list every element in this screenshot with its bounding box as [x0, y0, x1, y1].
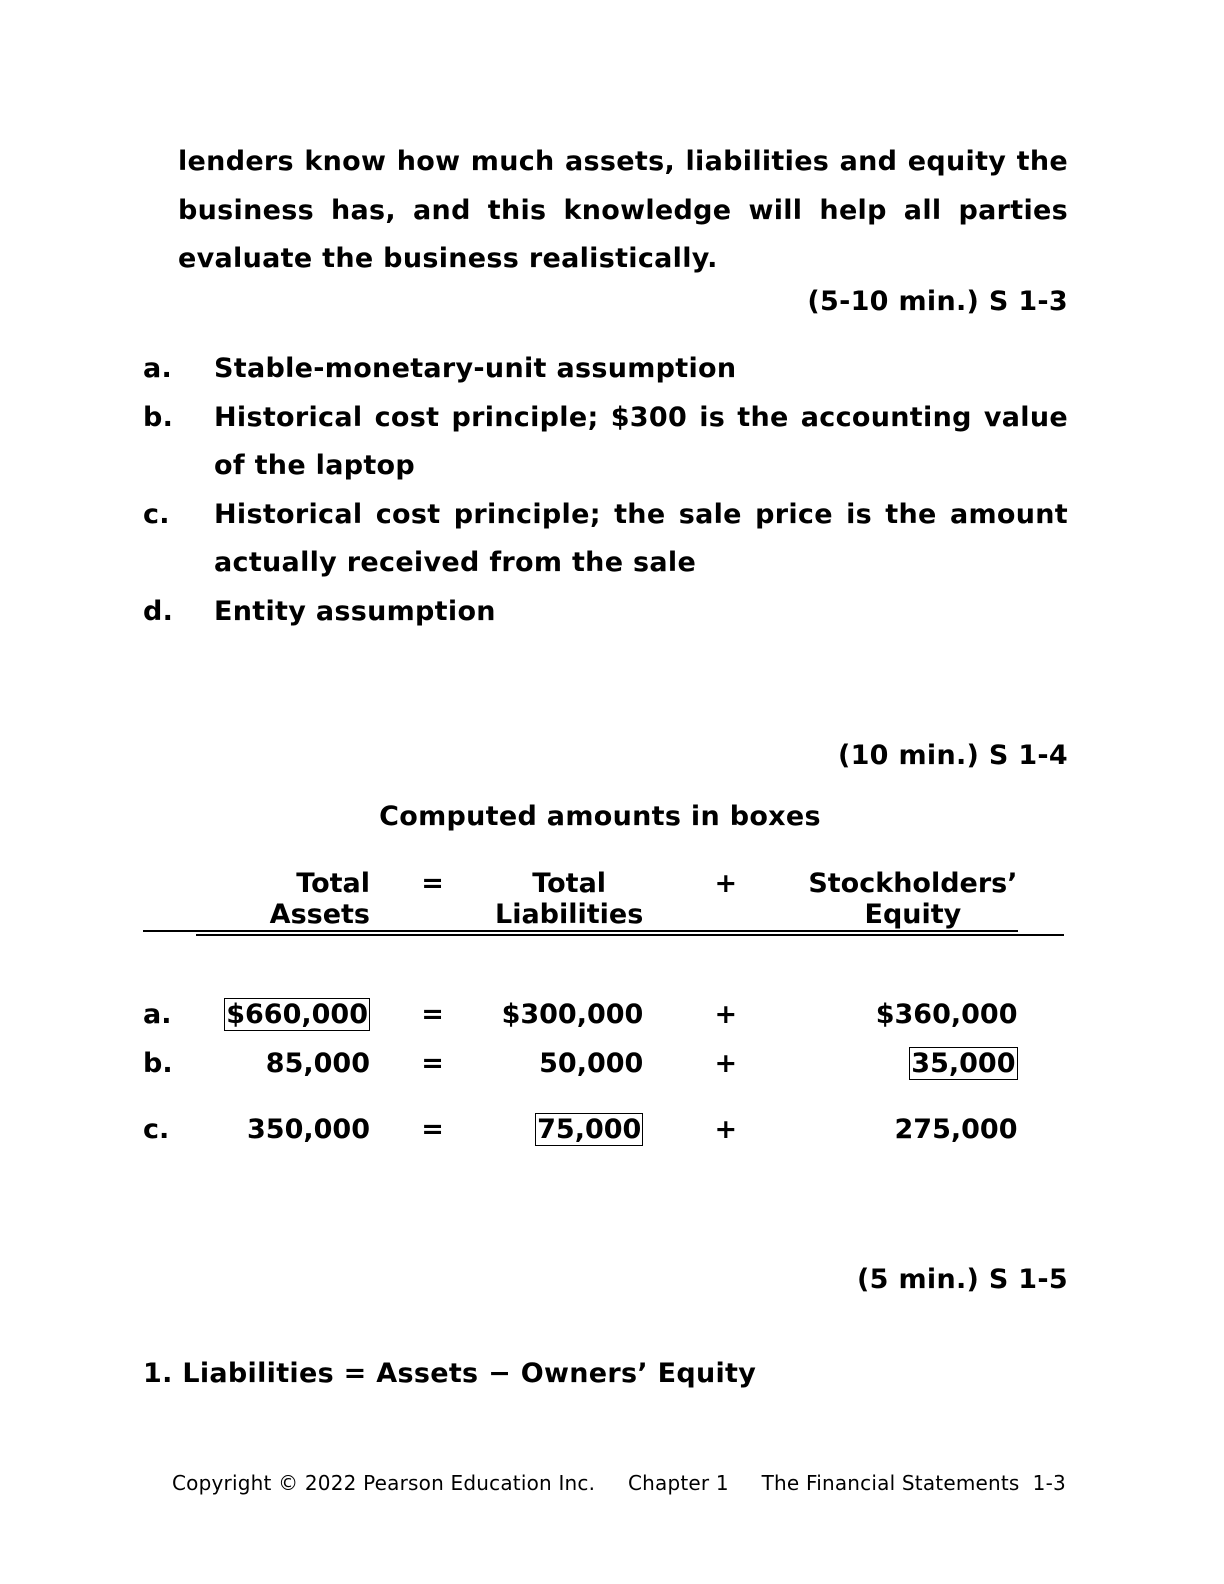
plus-sign: + — [714, 999, 738, 1030]
table-row — [143, 931, 1018, 1030]
table-row — [143, 1030, 1018, 1096]
item-text: Stable-monetary-unit assumption — [214, 353, 737, 384]
equity-value: 275,000 — [894, 1113, 1018, 1145]
row-label: a. — [143, 999, 172, 1030]
item-text: Historical cost principle; the sale price is the amount actually received from the sale — [214, 498, 1068, 578]
exercise-ref-s1-3: (5-10 min.) S 1-3 — [807, 286, 1068, 317]
exercise-ref-s1-5: (5 min.) S 1-5 — [857, 1264, 1068, 1295]
header-plus: + — [714, 868, 738, 899]
list-item — [143, 588, 1068, 637]
row-label: c. — [143, 1113, 170, 1145]
computed-amount-box: $660,000 — [226, 999, 368, 1030]
plus-sign: + — [714, 1113, 738, 1145]
list-item — [143, 394, 1068, 491]
s1-3-answer-list — [143, 345, 1068, 636]
computed-amount-box: 75,000 — [537, 1113, 642, 1145]
assets-value: 85,000 — [265, 1047, 370, 1079]
equals-sign: = — [421, 1047, 444, 1079]
item-text: Historical cost principle; $300 is the accounting value of the laptop — [214, 401, 1068, 481]
item-letter: d. — [143, 595, 174, 627]
header-equals: = — [421, 868, 444, 899]
intro-paragraph: lenders know how much assets, liabilities and equity the business has, and this knowledge will help all parties evaluate the business realistically. — [178, 146, 1068, 274]
page-footer: Copyright © 2022 Pearson Education Inc. Chapter 1 The Financial Statements 1-3 — [172, 1471, 1066, 1495]
row-label: b. — [143, 1047, 173, 1079]
equity-value: $360,000 — [875, 999, 1018, 1030]
item-text: Entity assumption — [214, 595, 496, 627]
table-header-row — [143, 868, 1018, 931]
equals-sign: = — [421, 999, 444, 1030]
assets-value: 350,000 — [247, 1113, 370, 1145]
equals-sign: = — [421, 1113, 444, 1145]
table-heading: Computed amounts in boxes — [379, 801, 821, 832]
plus-sign: + — [714, 1047, 738, 1079]
header-stockholders-equity: Stockholders’ Equity — [808, 868, 1018, 930]
list-item — [143, 345, 1068, 394]
liabilities-value: 50,000 — [539, 1047, 644, 1079]
equation-item-1: 1. Liabilities = Assets − Owners’ Equity — [143, 1358, 757, 1389]
exercise-ref-s1-4: (10 min.) S 1-4 — [837, 740, 1068, 771]
accounting-equation-table — [143, 868, 1018, 1162]
item-letter: b. — [143, 401, 174, 433]
table-row — [143, 1096, 1018, 1162]
liabilities-value: $300,000 — [501, 999, 644, 1030]
header-total-liabilities: Total Liabilities — [495, 868, 644, 930]
header-total-assets: Total Assets — [269, 868, 370, 930]
item-letter: a. — [143, 353, 173, 384]
list-item — [143, 491, 1068, 588]
item-letter: c. — [143, 498, 170, 530]
computed-amount-box: 35,000 — [911, 1047, 1016, 1079]
